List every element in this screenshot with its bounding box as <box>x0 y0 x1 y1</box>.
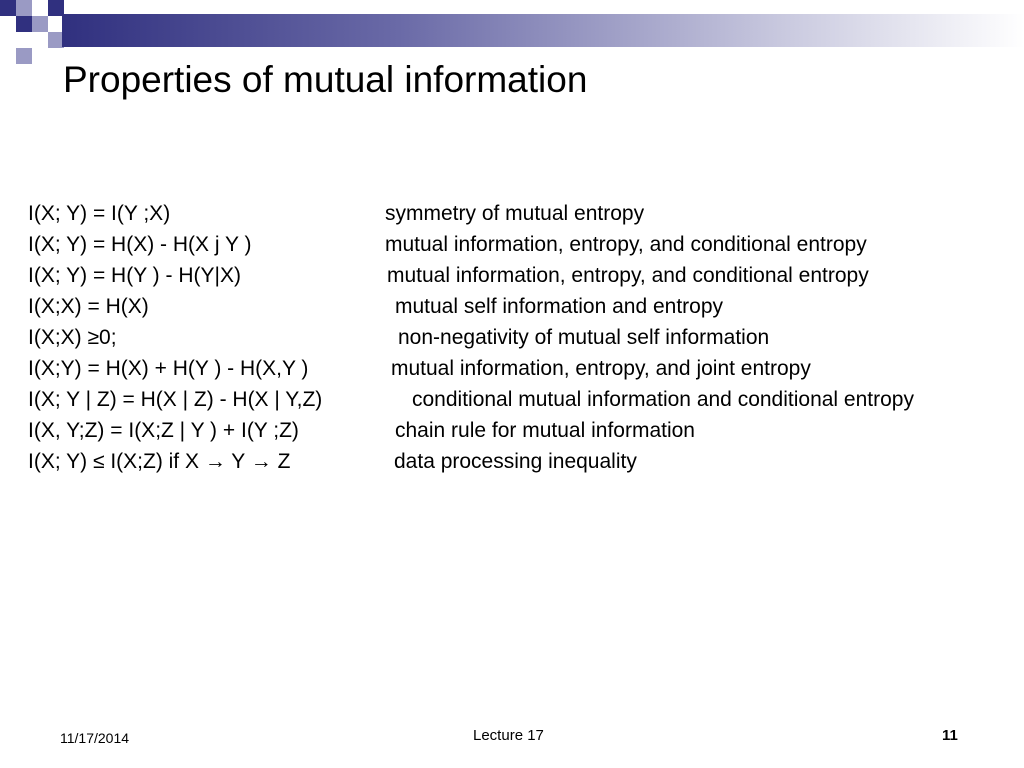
property-row <box>0 200 1024 231</box>
footer-date: 11/17/2014 <box>60 730 130 746</box>
formula: I(X;Y) = H(X) + H(Y ) - H(X,Y ) <box>28 357 309 380</box>
description: non-negativity of mutual self information <box>398 326 770 349</box>
property-row <box>0 231 1024 262</box>
formula: I(X; Y) = I(Y ;X) <box>28 202 171 225</box>
description: mutual information, entropy, and conditional entropy <box>385 233 867 256</box>
formula: I(X; Y) = H(Y ) - H(Y|X) <box>28 264 241 287</box>
slide-number: 11 <box>942 727 958 744</box>
formula: I(X; Y | Z) = H(X | Z) - H(X | Y,Z) <box>28 388 323 411</box>
description: mutual self information and entropy <box>395 295 724 318</box>
properties-list <box>0 200 1024 479</box>
description: chain rule for mutual information <box>395 419 695 442</box>
property-row <box>0 324 1024 355</box>
deco-square <box>16 0 32 16</box>
formula: I(X; Y) ≤ I(X;Z) if X → Y → Z <box>28 450 291 473</box>
deco-square <box>16 16 32 32</box>
description: mutual information, entropy, and joint entropy <box>391 357 811 380</box>
property-row <box>0 417 1024 448</box>
description: conditional mutual information and conditional entropy <box>412 388 914 411</box>
description: mutual information, entropy, and conditional entropy <box>387 264 869 287</box>
description: symmetry of mutual entropy <box>385 202 645 225</box>
formula: I(X;X) = H(X) <box>28 295 149 318</box>
description: data processing inequality <box>394 450 637 473</box>
property-row <box>0 262 1024 293</box>
deco-square <box>0 0 16 16</box>
footer-lecture-label: Lecture 17 <box>473 727 544 744</box>
formula: I(X, Y;Z) = I(X;Z | Y ) + I(Y ;Z) <box>28 419 299 442</box>
title-gradient-band <box>62 14 1024 47</box>
formula: I(X;X) ≥0; <box>28 326 117 349</box>
formula: I(X; Y) = H(X) - H(X j Y ) <box>28 233 252 256</box>
property-row <box>0 448 1024 479</box>
slide-title: Properties of mutual information <box>63 59 588 100</box>
property-row <box>0 293 1024 324</box>
property-row <box>0 355 1024 386</box>
deco-square <box>32 16 48 32</box>
property-row <box>0 386 1024 417</box>
deco-square <box>16 48 32 64</box>
